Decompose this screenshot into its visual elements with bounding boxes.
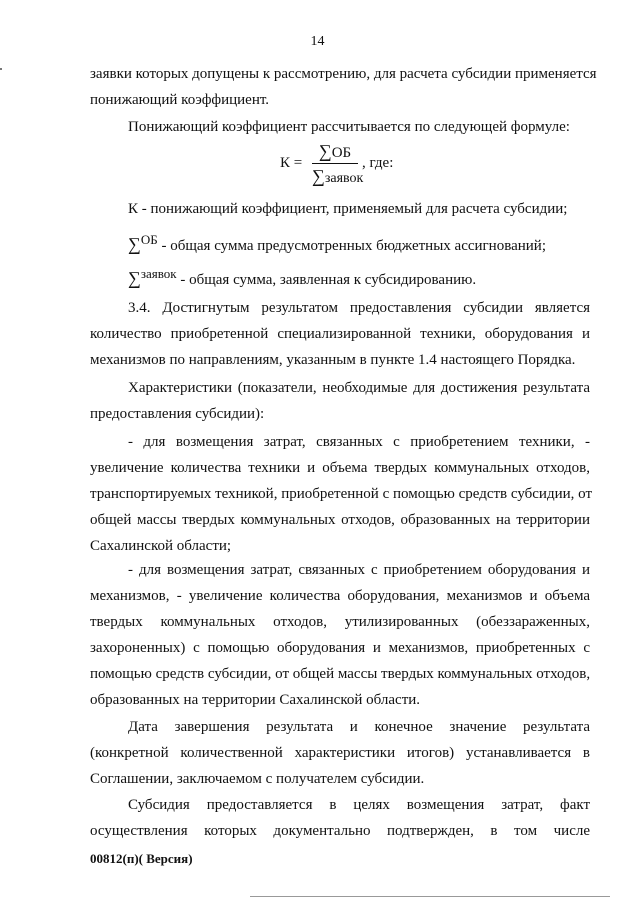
text-line: К - понижающий коэффициент, применяемый для расчета субсидии;	[128, 201, 568, 217]
text-line: Дата завершения результата и конечное значение результата	[128, 719, 590, 735]
text-line: Характеристики (показатели, необходимые для достижения результата	[128, 380, 590, 396]
text-line: увеличение количества техники и объема твердых коммунальных отходов,	[90, 460, 590, 476]
coefficient-formula	[280, 140, 440, 192]
definition-sum-ob: ∑ОБ - общая сумма предусмотренных бюджетных ассигнований;	[128, 232, 547, 254]
text-line: осуществления которых документально подтвержден, в том числе	[90, 823, 590, 839]
formula-suffix: , где:	[362, 155, 394, 171]
sigma-icon: ∑	[312, 166, 325, 186]
text-line: Понижающий коэффициент рассчитывается по следующей формуле:	[128, 119, 570, 135]
text-line: общей массы твердых коммунальных отходов, образованных на территории	[90, 512, 590, 528]
text-line: помощью средств субсидии, от общей массы твердых коммунальных отходов,	[90, 666, 591, 682]
text-line: транспортируемых техникой, приобретенной с помощью средств субсидии, от	[90, 486, 592, 502]
text-line: 3.4. Достигнутым результатом предоставления субсидии является	[128, 300, 590, 316]
fraction-bar	[312, 163, 358, 164]
formula-numerator: ∑ОБ	[318, 141, 352, 161]
formula-fraction	[312, 140, 364, 187]
text-line: твердых коммунальных отходов, утилизированных (обеззараженных,	[90, 614, 590, 630]
text-line: предоставления субсидии):	[90, 406, 265, 422]
scan-artifact	[0, 68, 2, 70]
definition-sum-zayavok: ∑заявок - общая сумма, заявленная к субсидированию.	[128, 266, 477, 288]
text-line: понижающий коэффициент.	[90, 92, 270, 108]
text-line: Субсидия предоставляется в целях возмещения затрат, факт	[128, 797, 590, 813]
scan-artifact	[250, 896, 610, 897]
text-line: механизмов по направлениям, указанным в пункте 1.4 настоящего Порядка.	[90, 352, 576, 368]
text-line: Соглашении, заключаемом с получателем субсидии.	[90, 771, 425, 787]
text-line: Сахалинской области;	[90, 538, 232, 554]
text-line: количество приобретенной специализированной техники, оборудования и	[90, 326, 590, 342]
document-footer-code: 00812(п)( Версия)	[90, 851, 193, 866]
text-line: - для возмещения затрат, связанных с приобретением оборудования и	[128, 562, 590, 578]
text-line: заявки которых допущены к рассмотрению, для расчета субсидии применяется	[90, 66, 597, 82]
text-line: - для возмещения затрат, связанных с приобретением техники, -	[128, 434, 590, 450]
sigma-icon: ∑	[128, 268, 141, 288]
text-line: захороненных) с помощью оборудования и механизмов, приобретенных с	[90, 640, 590, 656]
formula-lhs: К =	[280, 155, 303, 171]
text-line: (конкретной количественной характеристики итогов) устанавливается в	[90, 745, 590, 761]
text-line: образованных на территории Сахалинской области.	[90, 692, 421, 708]
sigma-icon: ∑	[128, 234, 141, 254]
formula-denominator: ∑заявок	[312, 166, 364, 186]
sigma-icon: ∑	[318, 141, 332, 161]
text-line: механизмов, - увеличение количества оборудования, механизмов и объема	[90, 588, 590, 604]
page-number: 14	[310, 34, 325, 49]
